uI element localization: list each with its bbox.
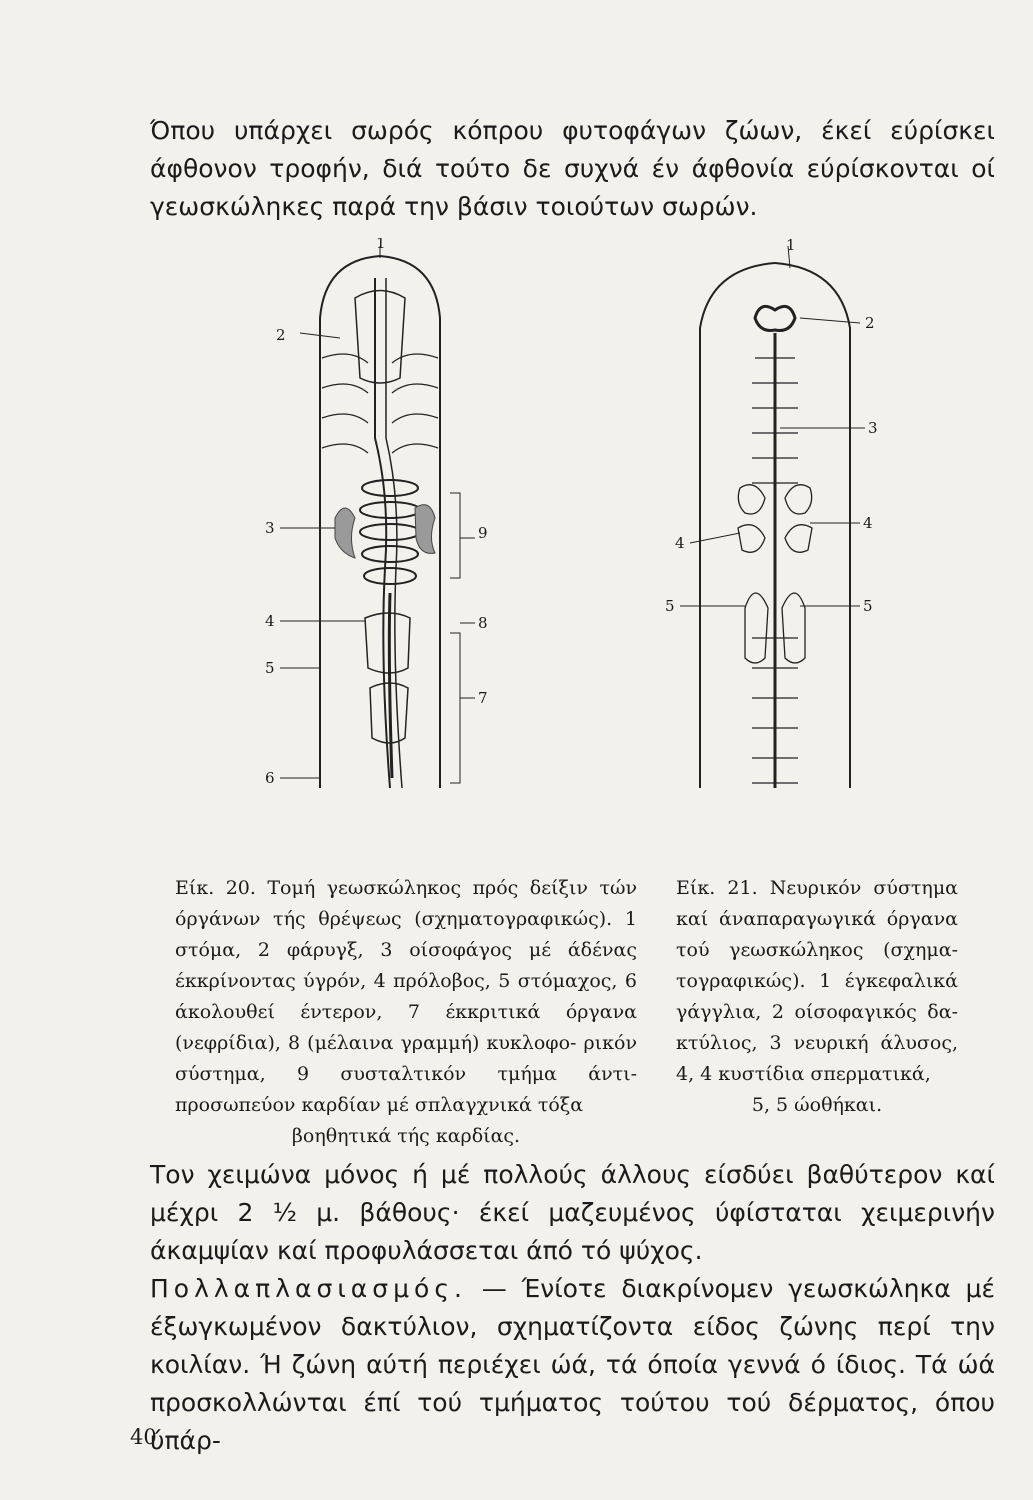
fig20-label-1: 1 xyxy=(376,238,386,252)
page-number: 40 xyxy=(130,1425,157,1449)
crop-gizzard xyxy=(365,613,410,743)
fig21-label-5-right: 5 xyxy=(863,597,873,615)
fig20-label-4: 4 xyxy=(265,612,275,630)
gland-right xyxy=(415,505,435,554)
figure-21-caption: Είκ. 21. Νευρικόν σύστημα καί άναπαραγωγικά όργανα τού γεωσκώληκος (σχημα- τογραφικώς). 1 έγκεφαλικά γάγγλια, 2 οίσοφαγικός δα- κτύλιος, 3 νευρική άλυσος, 4, 4 κυστίδια σπερματικά, 5, 5 ώοθήκαι. xyxy=(676,877,958,1116)
fig20-label-3: 3 xyxy=(265,519,275,537)
paragraph-bottom xyxy=(150,1156,995,1460)
dorsal-vessel xyxy=(389,593,392,778)
fig21-label-4-left: 4 xyxy=(675,534,685,552)
bracket-9 xyxy=(450,493,460,578)
section-heading: Πολλαπλασιασμός. xyxy=(150,1274,467,1303)
fig20-label-7: 7 xyxy=(478,689,488,707)
gut-tube-inner xyxy=(386,278,402,788)
body-outline-right xyxy=(775,263,850,788)
septa xyxy=(322,354,438,453)
paragraph-top: Όπου υπάρχει σωρός κόπρου φυτοφάγων ζώων, έκεί εύρίσκει άφθονον τροφήν, διά τούτο δε συχνά έν άφθονία εύρίσκονται οί γεωσκώληκες παρά την βάσιν τοιούτων σωρών. xyxy=(150,116,995,221)
body-outline-left xyxy=(700,263,775,788)
gland-left xyxy=(335,508,355,558)
fig20-label-8: 8 xyxy=(478,614,488,632)
fig20-label-6: 6 xyxy=(265,769,275,787)
fig20-label-9: 9 xyxy=(478,524,488,542)
bracket-7 xyxy=(450,633,460,783)
fig20-label-2: 2 xyxy=(276,326,286,344)
pharynx xyxy=(355,291,405,384)
figure-20-caption: Είκ. 20. Τομή γεωσκώληκος πρός δείξιν τών όργάνων τής θρέψεως (σχηματογραφικώς). 1 στόμα, 2 φάρυγξ, 3 οίσοφάγος μέ άδένας έκκρίνοντας ύγρόν, 4 πρόλοβος, 5 στόμαχος, 6 άκολουθεί έντερον, 7 έκκριτικά όργανα (νεφρίδια), 8 (μέλαινα γραμμή) κυκλοφο- ρικόν σύστημα, 9 συσταλτικόν τμήμα άντι- προσωπεύον καρδίαν μέ σπλαγχνικά τόξα βοηθητικά τής καρδίας. xyxy=(175,877,637,1147)
fig21-label-4-right: 4 xyxy=(863,514,873,532)
cerebral-ganglia xyxy=(755,306,795,330)
gut-tube xyxy=(375,278,390,788)
fig21-label-2: 2 xyxy=(865,314,875,332)
winter-paragraph: Τον χειμώνα μόνος ή μέ πολλούς άλλους είσδύει βαθύτερον καί μέχρι 2 ½ μ. βάθους· έκεί μαζευμένος ύφίσταται χειμερινήν άκαμψίαν καί προφυλάσσεται άπό τό ψύχος. xyxy=(150,1160,995,1265)
fig21-label-5-left: 5 xyxy=(665,597,675,615)
hearts xyxy=(360,480,420,584)
reproduction-paragraph: — Ένίοτε διακρίνομεν γεωσκώληκα μέ έξωγκωμένον δακτύλιον, σχηματίζοντα είδος ζώνης περί την κοιλίαν. Ή ζώνη αύτή περιέχει ώά, τά όποία γεννά ό ίδιος. Τά ώά προσκολλώνται έπί τού τμήματος τούτου τού δέρματος, όπου ύπάρ- xyxy=(150,1274,995,1455)
fig21-label-1: 1 xyxy=(786,238,796,254)
figure-20-diagram xyxy=(240,238,500,848)
figure-21-diagram xyxy=(660,238,920,848)
fig20-label-5: 5 xyxy=(265,659,275,677)
fig21-label-3: 3 xyxy=(868,419,878,437)
